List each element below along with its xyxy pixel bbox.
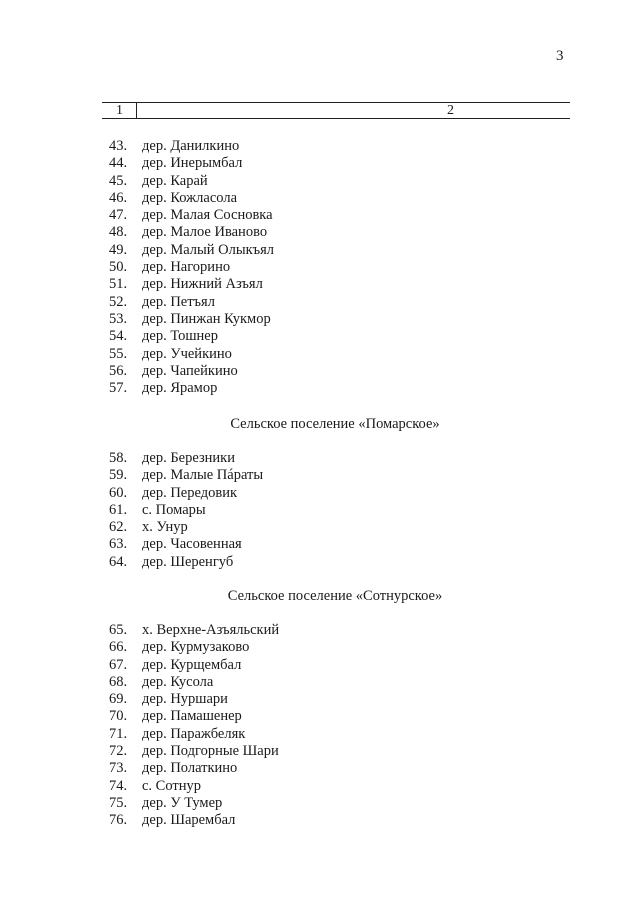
item-name: дер. Нуршари [142,691,228,708]
item-number: 46. [109,189,128,206]
item-name: х. Верхне-Азъяльский [142,622,280,638]
list-item [109,657,279,674]
item-name: дер. Ярамор [142,380,218,397]
item-name: дер. Памашенер [142,708,242,725]
item-number: 67. [109,656,128,673]
section-title-sotnurskoe: Сельское поселение «Сотнурское» [227,588,443,604]
item-name: дер. Данилкино [142,138,240,154]
item-name: дер. Карай [142,172,208,189]
item-name: дер. Пинжан Кукмор [142,310,271,327]
item-name: дер. Полаткино [142,760,238,777]
item-number: 74. [109,777,128,794]
list-item [109,467,263,484]
list-item [109,536,263,553]
item-number: 65. [109,622,128,638]
header-bottom-rule [102,118,570,119]
settlement-list-2 [109,450,263,571]
column-header [102,102,570,120]
item-number: 68. [109,673,128,690]
list-item [109,363,274,380]
item-number: 43. [109,138,128,154]
item-name: дер. Малое Иваново [142,224,268,241]
list-item [109,485,263,502]
item-name: дер. Петъял [142,293,215,310]
list-item [109,812,279,829]
list-item [109,450,263,467]
list-item [109,311,274,328]
item-name: дер. Тошнер [142,328,218,345]
item-number: 51. [109,276,128,293]
item-number: 45. [109,172,128,189]
header-col-2: 2 [447,103,454,118]
item-name: дер. Чапейкино [142,362,238,379]
list-item [109,519,263,536]
list-item [109,639,279,656]
list-item [109,155,274,172]
list-item [109,708,279,725]
item-number: 44. [109,155,128,172]
item-name: дер. Малый Олыкъял [142,241,275,258]
item-number: 70. [109,708,128,725]
item-number: 54. [109,328,128,345]
list-item [109,173,274,190]
item-name: дер. Курщембал [142,656,242,673]
item-number: 73. [109,760,128,777]
list-item [109,760,279,777]
item-number: 61. [109,501,128,518]
item-name: дер. Нижний Азъял [142,276,263,293]
page-number: 3 [556,48,564,64]
item-name: с. Сотнур [142,777,202,794]
settlement-list-3 [109,622,279,830]
item-name: дер. Часовенная [142,536,242,553]
item-name: дер. Кожласола [142,189,238,206]
item-number: 69. [109,691,128,708]
item-name: дер. Паражбеляк [142,725,246,742]
item-number: 49. [109,241,128,258]
item-number: 75. [109,794,128,811]
list-item [109,380,274,397]
list-item [109,726,279,743]
list-item [109,691,279,708]
item-number: 59. [109,467,128,484]
header-column-separator [136,102,137,119]
item-name: х. Унур [142,519,188,536]
item-number: 58. [109,450,128,466]
item-number: 52. [109,293,128,310]
list-item [109,346,274,363]
list-item [109,554,263,571]
item-number: 56. [109,362,128,379]
item-number: 47. [109,207,128,224]
list-item [109,743,279,760]
item-name: дер. Учейкино [142,345,232,362]
item-number: 60. [109,484,128,501]
list-item [109,328,274,345]
item-name: дер. Подгорные Шари [142,743,279,760]
list-item [109,674,279,691]
list-item [109,294,274,311]
list-item [109,224,274,241]
item-number: 53. [109,310,128,327]
list-item [109,190,274,207]
item-name: дер. Шарембал [142,812,236,829]
list-item [109,242,274,259]
section-title-pomarskoe: Сельское поселение «Помарское» [230,416,440,432]
item-number: 64. [109,553,128,570]
item-name: дер. Кусола [142,673,214,690]
list-item [109,622,279,639]
list-item [109,795,279,812]
item-name: дер. Березники [142,450,235,466]
item-number: 57. [109,380,128,397]
item-number: 55. [109,345,128,362]
item-name: дер. Шеренгуб [142,553,234,570]
header-top-rule [102,102,570,103]
item-name: дер. Курмузаково [142,639,250,656]
header-col-1: 1 [116,103,123,118]
item-name: дер. Малая Сосновка [142,207,273,224]
item-number: 71. [109,725,128,742]
item-number: 62. [109,519,128,536]
item-name: дер. У Тумер [142,794,223,811]
list-item [109,778,279,795]
item-name: дер. Инерымбал [142,155,243,172]
list-item [109,259,274,276]
item-name: дер. Передовик [142,484,237,501]
item-name: дер. Нагорино [142,259,231,276]
item-number: 72. [109,743,128,760]
list-item [109,276,274,293]
item-number: 48. [109,224,128,241]
list-item [109,502,263,519]
item-number: 66. [109,639,128,656]
list-item [109,138,274,155]
item-number: 63. [109,536,128,553]
item-number: 76. [109,812,128,829]
item-name: с. Помары [142,501,206,518]
item-number: 50. [109,259,128,276]
list-item [109,207,274,224]
item-name: дер. Малые Пáраты [142,467,264,484]
settlement-list-1 [109,138,274,397]
